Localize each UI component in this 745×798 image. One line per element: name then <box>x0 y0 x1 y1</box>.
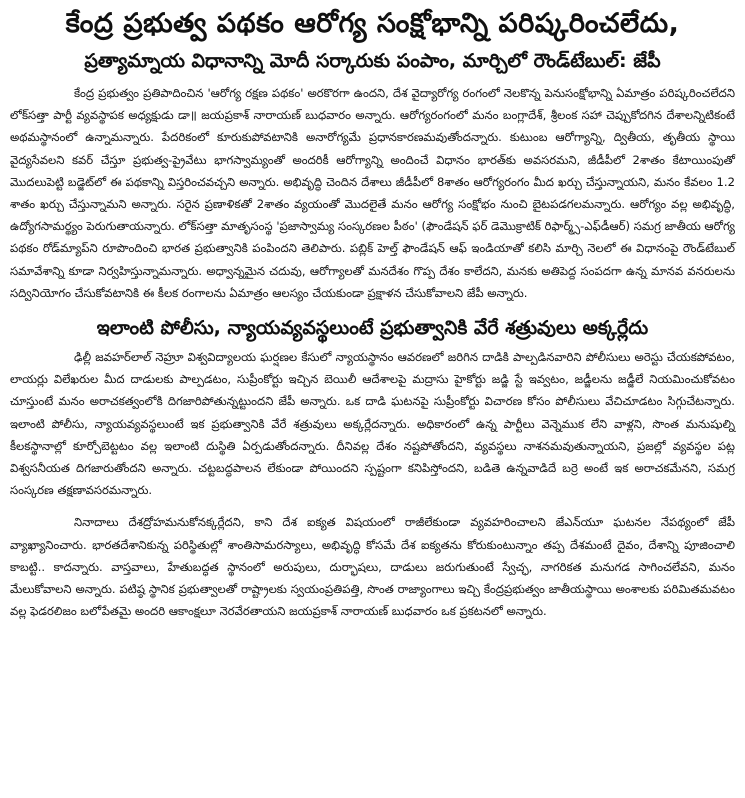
section-heading: ఇలాంటి పోలీసు, న్యాయవ్యవస్థలుంటే ప్రభుత్వానికి వేరే శత్రువులు అక్కర్లేదు <box>96 317 649 340</box>
subheadline: ప్రత్యామ్నాయ విధానాన్ని మోదీ సర్కారుకు పంపాం, మార్చిలో రౌండ్‌టేబుల్: జేపీ <box>84 50 661 72</box>
body-paragraph-1: కేంద్ర ప్రభుత్వం ప్రతిపాదించిన 'ఆరోగ్య రక్షణ పథకం' అరకొరగా ఉందని, దేశ వైద్యారోగ్య రంగంలో నెలకొన్న పెనుసంక్షోభాన్ని ఏమాత్రం పరిష్కరించలేదని లోక్‌సత్తా పార్టీ వ్యవస్థాపక అధ్యక్షుడు డా॥ జయప్రకాశ్ నారాయణ్ బుధవారం అన్నారు. ఆరోగ్యరంగంలో మనం బంగ్లాదేశ్, శ్రీలంక సహా చెప్పుకోదగిన దేశాలన్నిటికంటే అథమస్థానంలో ఉన్నామన్నారు. పేదరికంలో కూరుకుపోవటానికి అనారోగ్యమే ప్రధానకారణమవుతోందన్నారు. కుటుంబ ఆరోగ్యాన్ని, ద్వితీయ, తృతీయ స్థాయి వైద్యసేవలని కవర్ చేస్తూ ప్రభుత్వ-ప్రైవేటు భాగస్వామ్యంతో అందరికీ ఆరోగ్యాన్ని అందించే విధానం భారత్‌కు అవసరమని, జీడీపీలో 2శాతం కేటాయింపుతో మొదలుపెట్టి బడ్జెట్‌లో ఈ పథకాన్ని విస్తరించవచ్చని అన్నారు. అభివృద్ధి చెందిన దేశాలు జీడీపీలో 8శాతం ఆరోగ్యరంగం మీద ఖర్చు చేస్తున్నాయని, మనం కేవలం 1.2 శాతం ఖర్చు చేస్తున్నామని అన్నారు. సరైన ప్రణాళికతో 2శాతం వ్యయంతో మొదలైతే మనం ఆరోగ్య సంక్షోభం నుంచి బైటపడగలమన్నారు. ఆరోగ్యం వల్ల అభివృద్ధి, ఉద్యోగసామర్థ్యం పెరుగుతాయన్నారు. లోక్‌సత్తా మాతృసంస్థ 'ప్రజాస్వామ్య సంస్కరణల పీఠం' (ఫౌండేషన్ ఫర్ డెమొక్రాటిక్ రిఫార్మ్స్-ఎఫ్‌డీఆర్) సమగ్ర జాతీయ ఆరోగ్య పథకం రోడ్‌మ్యాప్‌ని రూపొందించి భారత ప్రభుత్వానికి పంపిందని తెలిపారు. పబ్లిక్ హెల్త్ ఫౌండేషన్ ఆఫ్ ఇండియాతో కలిసి మార్చి నెలలో ఈ విధానంపై రౌండ్‌టేబుల్ సమావేశాన్ని కూడా నిర్వహిస్తున్నామన్నారు. అధ్వాన్నమైన చదువు, ఆరోగ్యాలతో మనదేశం గొప్ప దేశం కాలేదని, మనకు అతిపెద్ద సంపదగా ఉన్న మానవ వనరులను సద్వినియోగం చేసుకోవటానికి ఈ కీలక రంగాలను ఏమాత్రం ఆలస్యం చేయకుండా ప్రక్షాళన చేసుకోవాలని జేపీ అన్నారు. <box>10 86 735 300</box>
headline: కేంద్ర ప్రభుత్వ పథకం ఆరోగ్య సంక్షోభాన్ని పరిష్కరించలేదు, <box>65 8 680 39</box>
body-paragraph-3: నినాదాలు దేశద్రోహమనుకోనక్కర్లేదని, కాని దేశ ఐక్యత విషయంలో రాజీలేకుండా వ్యవహరించాలని జేఎన్‌యూ ఘటనల నేపథ్యంలో జేపీ వ్యాఖ్యానించారు. భారతదేశానికున్న పరిస్థితుల్లో శాంతిసామరస్యాలు, అభివృద్ధి కోసమే దేశ ఐక్యతను కోరుకుంటున్నాం తప్ప దేశమంటే దైవం, దేశాన్ని పూజించాలి కాబట్టి.. కాదన్నారు. వాస్తవాలు, హేతుబద్ధత స్థానంలో అరుపులు, దుర్భాషలు, దాడులు జరుగుతుంటే స్వేచ్ఛ, నాగరికత మనుగడ సాగించలేవని, మనం మేలుకోవాలని అన్నారు. పటిష్ఠ స్థానిక ప్రభుత్వాలతో రాష్ట్రాలకు స్వయంప్రతిపత్తి, సొంత రాజ్యాంగాలు ఇచ్చి కేంద్రప్రభుత్వం జాతీయస్థాయి అంశాలకు పరిమితమవటం వల్ల ఫెడరలిజం బలోపేతమై అందరి ఆకాంక్షలూ నెరవేరతాయని జయప్రకాశ్ నారాయణ్ బుధవారం ఒక ప్రకటనలో అన్నారు. <box>10 515 735 619</box>
body-paragraph-2: ఢిల్లీ జవహర్‌లాల్ నెహ్రూ విశ్వవిద్యాలయ ఘర్షణల కేసులో న్యాయస్థానం ఆవరణలో జరిగిన దాడికి పాల్పడినవారిని పోలీసులు అరెస్టు చేయకపోవటం, లాయర్లు విలేఖరుల మీద దాడులకు పాల్పడటం, సుప్రీంకోర్టు ఇచ్చిన బెయిలీ ఆదేశాలపై మద్రాసు హైకోర్టు జడ్జి స్టే ఇవ్వటం, జడ్జీలను జడ్జీలే నియమించుకోవటం చూస్తుంటే మనం అరాచకత్వంలోకి దిగజారిపోతున్నట్టుందని జేపీ అన్నారు. ఒక దాడి ఘటనపై సుప్రీంకోర్టు విచారణ కోసం పోలీసులు వేచిచూడటం సిగ్గుచేటన్నారు. ఇలాంటి పోలీసు, న్యాయవ్యవస్థలుంటే ఇక ప్రభుత్వానికి వేరే శత్రువులు అక్కర్లేదన్నారు. అధికారంలో ఉన్న పార్టీలు వెన్నెముక లేని వాళ్లని, సొంత మనుషుల్ని కీలకస్థానాల్లో కూర్చోబెట్టటం వల్ల ఇలాంటి దుస్థితి ఏర్పడుతోందన్నారు. దీనివల్ల దేశం నష్టపోతోందని, వ్యవస్థలు నాశనమవుతున్నాయని, ప్రజల్లో వ్యవస్థల పట్ల విశ్వసనీయత దిగజారుతోందని అన్నారు. చట్టబద్ధపాలన లేకుండా పోయిందని స్పష్టంగా కనిపిస్తోందని, బడితె ఉన్నవాడిదే బర్రె అంటే ఇక అరాచకమేనని, సమగ్ర సంస్కరణ తక్షణావసరమన్నారు. <box>10 350 735 498</box>
